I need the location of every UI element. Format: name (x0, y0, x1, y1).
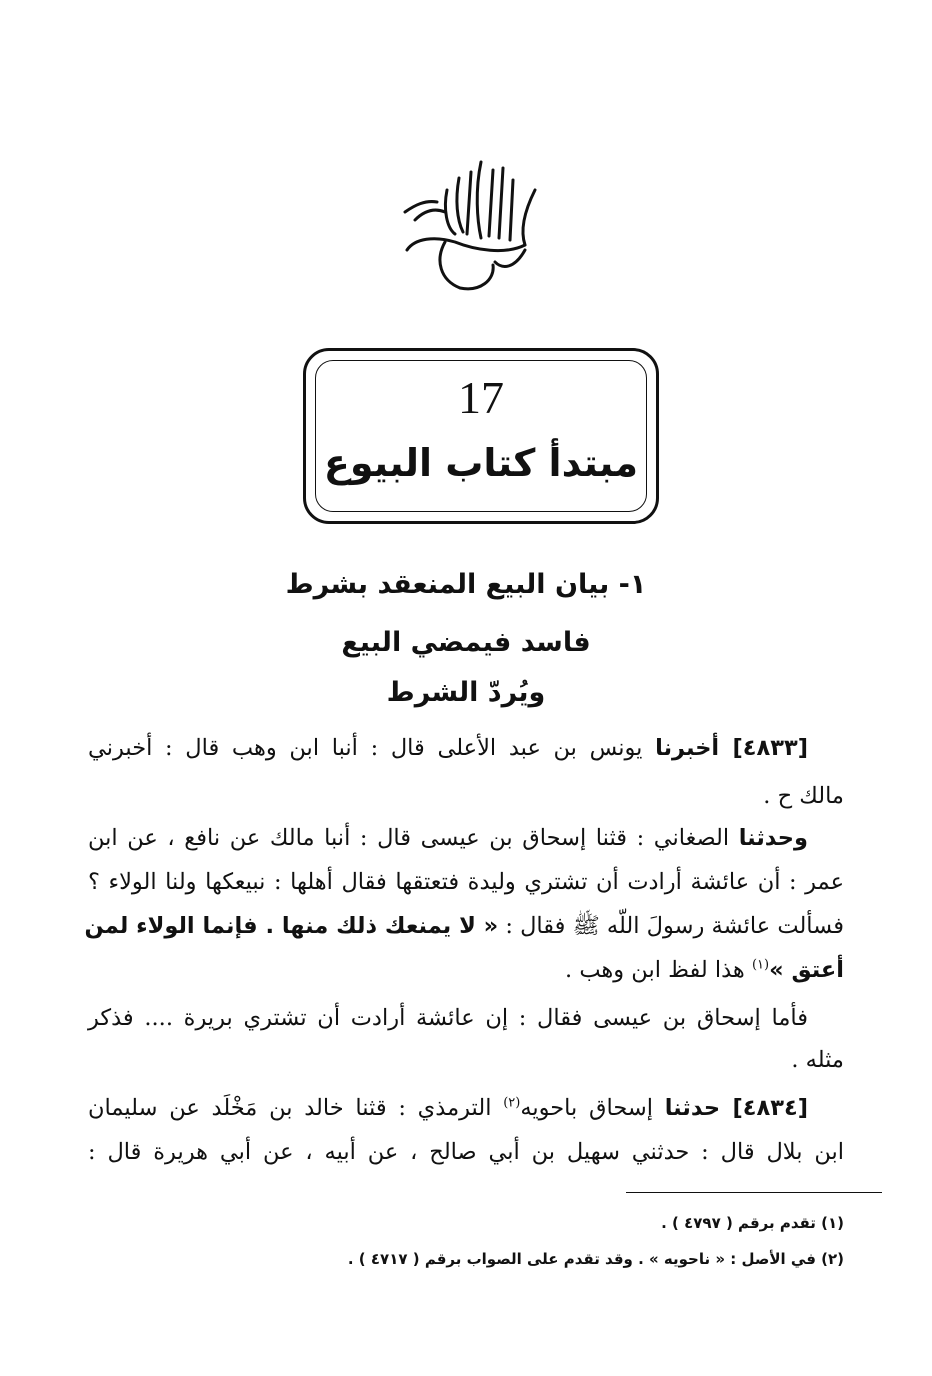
footnote-ref-1: (١) (751, 957, 770, 973)
basmala-calligraphy-icon (385, 150, 555, 300)
hadith-4833-second-chain: الصغاني : قثنا إسحاق بن عيسى قال : أنبا مالك عن نافع ، عن ابن (88, 825, 739, 851)
hadith-4834-narrator: إسحاق باحويه (520, 1095, 665, 1121)
hadith-4833-prophet-saying: « لا يمنعك ذلك منها . فإنما الولاء لمن (84, 913, 499, 939)
hadith-4833-line-7 (88, 998, 844, 1038)
hadith-4833-variant: فأما إسحاق بن عيسى فقال : إن عائشة أرادت أن تشتري بريرة .... فذكر (88, 1005, 808, 1031)
book-title: مبتدأ كتاب البيوع (323, 441, 639, 485)
footnote-divider (626, 1192, 882, 1193)
hadith-4833-line-5 (84, 906, 844, 946)
hadith-4833-note: هذا لفظ ابن وهب . (565, 957, 752, 983)
hadith-4833-line-8: مثله . (791, 1047, 844, 1073)
hadith-4833-line-3 (88, 818, 844, 858)
chapter-heading-line-2: فاسد فيمضي البيع (341, 627, 591, 658)
hadith-4834-line-1 (88, 1088, 844, 1128)
hadith-4833-line-4: عمر : أن عائشة أرادت أن تشتري وليدة فتعتقها فقال أهلها : نبيعكها ولنا الولاء ؟ (88, 869, 844, 895)
hadith-4833-question: فسألت عائشة رسولَ اللّه ﷺ فقال : (498, 913, 844, 939)
hadith-4833-saying-end: أعتق » (769, 957, 844, 983)
footnote-ref-2: (٢) (503, 1095, 521, 1111)
hadith-4833-second-chain-label: وحدثنا (738, 825, 808, 851)
hadith-4834-line-2: ابن بلال قال : حدثني سهيل بن أبي صالح ، عن أبيه ، عن أبي هريرة قال : (88, 1139, 844, 1165)
chapter-heading-line-1: ١- بيان البيع المنعقد بشرط (285, 569, 647, 600)
hadith-4833-line-6 (88, 950, 844, 990)
basmala-calligraphy (385, 150, 555, 300)
footnote-1: (١) تقدم برقم ( ٤٧٩٧ ) . (661, 1214, 844, 1232)
hadith-4833-chain: يونس بن عبد الأعلى قال : أنبا ابن وهب قال : أخبرني (88, 735, 656, 761)
footnote-2: (٢) في الأصل : « ناحويه » . وقد تقدم على الصواب برقم ( ٤٧١٧ ) . (347, 1250, 844, 1268)
hadith-4834-number: [٤٨٣٤] حدثنا (664, 1095, 808, 1121)
hadith-4833-number: [٤٨٣٣] أخبرنا (655, 735, 809, 761)
chapter-heading-line-3: ويُردّ الشرط (386, 677, 546, 708)
hadith-4833-line-2: مالك ح . (763, 783, 844, 809)
book-title-frame (303, 348, 659, 524)
book-number: 17 (458, 372, 504, 423)
hadith-4834-chain: الترمذي : قثنا خالد بن مَخْلَد عن سليمان (88, 1095, 504, 1121)
hadith-4833-line-1 (88, 728, 844, 768)
